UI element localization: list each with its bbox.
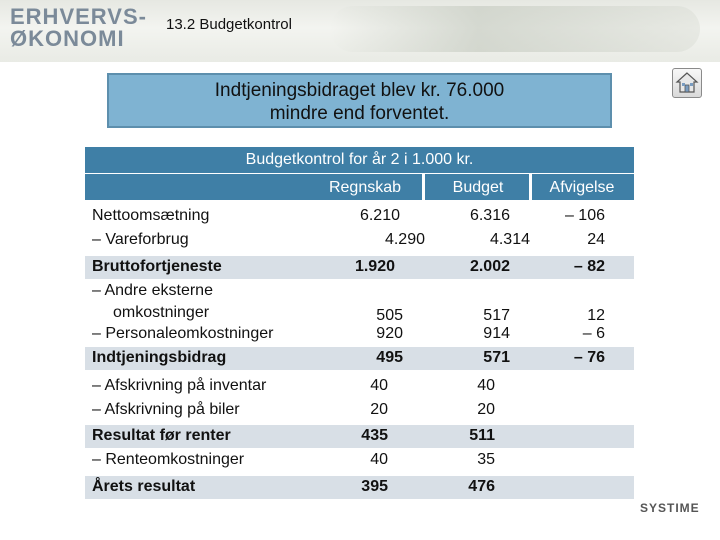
cell-budget: 571 [483, 349, 510, 366]
cell-regnskab: 495 [376, 349, 403, 366]
row-label: Resultat før renter [92, 427, 231, 444]
row-label: Indtjeningsbidrag [92, 349, 227, 366]
table-row [85, 231, 634, 253]
callout-box [107, 73, 612, 128]
cell-regnskab: 40 [370, 451, 388, 468]
col-header-budget: Budget [452, 179, 504, 196]
table-row [85, 304, 634, 326]
systime-logo: SYSTIME [640, 501, 700, 515]
header-separator [529, 174, 532, 200]
table-row [85, 377, 634, 399]
table-row [85, 476, 634, 499]
callout-line-1: Indtjeningsbidraget blev kr. 76.000 [214, 80, 505, 101]
cell-regnskab: 4.290 [384, 231, 425, 248]
row-label: omkostninger [113, 304, 210, 321]
cell-budget: 4.314 [489, 231, 530, 248]
cell-afvigelse: – 76 [573, 349, 605, 366]
row-label: Nettoomsætning [92, 207, 210, 224]
table-row [85, 207, 634, 229]
col-header-regnskab: Regnskab [328, 179, 402, 196]
table-row [85, 401, 634, 423]
cell-budget: 2.002 [469, 258, 510, 275]
cell-regnskab: 395 [361, 478, 388, 495]
header-separator [422, 174, 425, 200]
cell-budget: 914 [483, 325, 510, 342]
cell-regnskab: 40 [370, 377, 388, 394]
cell-regnskab: 435 [361, 427, 388, 444]
cell-budget: 511 [469, 427, 495, 444]
callout-line-2: mindre end forventet. [269, 103, 450, 124]
row-label: – Personaleomkostninger [92, 325, 274, 342]
cell-regnskab: 505 [376, 307, 403, 324]
home-button[interactable] [672, 68, 702, 98]
cell-budget: 35 [477, 451, 495, 468]
col-header-afvigelse: Afvigelse [549, 179, 615, 196]
cell-afvigelse: – 82 [573, 258, 605, 275]
home-icon [673, 69, 701, 97]
cell-budget: 20 [477, 401, 495, 418]
cell-regnskab: 920 [376, 325, 403, 342]
table-row [85, 325, 634, 347]
row-label: – Renteomkostninger [92, 451, 245, 468]
row-label: Bruttofortjeneste [92, 258, 222, 275]
row-label: – Afskrivning på biler [92, 401, 240, 418]
section-title: 13.2 Budgetkontrol [166, 16, 292, 33]
cell-budget: 6.316 [469, 207, 510, 224]
table-row [85, 256, 634, 279]
row-label: – Andre eksterne [92, 282, 213, 299]
logo [10, 6, 160, 54]
table-title-row [85, 147, 634, 173]
logo-line-2: ØKONOMI [10, 26, 125, 51]
table-row [85, 425, 634, 448]
table-row [85, 451, 634, 473]
table-row [85, 282, 634, 304]
row-label: Årets resultat [92, 478, 196, 495]
table-title: Budgetkontrol for år 2 i 1.000 kr. [245, 151, 474, 168]
cell-regnskab: 20 [370, 401, 388, 418]
cell-budget: 40 [477, 377, 495, 394]
cell-afvigelse: 12 [587, 307, 605, 324]
cell-afvigelse: – 106 [564, 207, 605, 224]
cell-afvigelse: – 6 [582, 325, 605, 342]
banner-decoration [330, 6, 700, 52]
banner [0, 0, 720, 62]
table-row [85, 347, 634, 370]
cell-regnskab: 1.920 [354, 258, 395, 275]
table-header-row [85, 174, 634, 200]
logo-line-1: ERHVERVS- [10, 4, 147, 29]
cell-budget: 476 [468, 478, 495, 495]
cell-regnskab: 6.210 [359, 207, 400, 224]
row-label: – Afskrivning på inventar [92, 377, 267, 394]
cell-budget: 517 [483, 307, 510, 324]
cell-afvigelse: 24 [587, 231, 605, 248]
row-label: – Vareforbrug [92, 231, 189, 248]
